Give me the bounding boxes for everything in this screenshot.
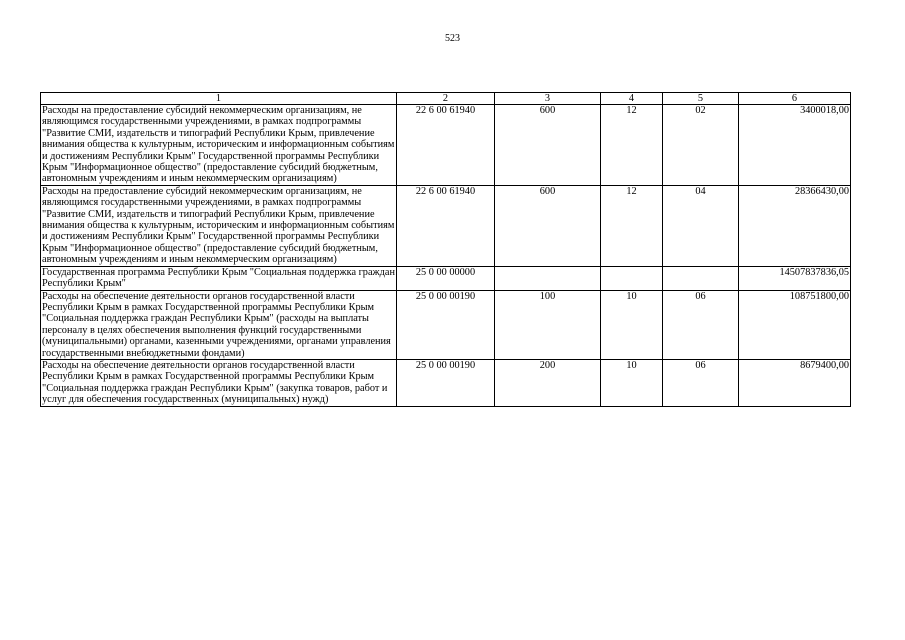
header-row (41, 93, 851, 105)
row-target-code: 22 6 00 61940 (397, 185, 495, 266)
row-description: Расходы на обеспечение деятельности органов государственной власти Республики Крым в рамках Государственной программы Республики Крым "Социальная поддержка граждан Республики Крым" (расходы на выплаты персоналу в целях обеспечения выполнения функций государственными (муниципальными) органами, казенными учреждениями, органами управления государственными внебюджетными фондами) (41, 290, 397, 359)
column-header-3: 3 (495, 93, 601, 105)
row-amount: 8679400,00 (739, 359, 851, 406)
row-expense-type: 600 (495, 185, 601, 266)
row-expense-type: 600 (495, 105, 601, 186)
row-subsection: 02 (663, 105, 739, 186)
table-row (41, 185, 851, 266)
row-description: Расходы на предоставление субсидий некоммерческим организациям, не являющимся государственными учреждениями, в рамках подпрограммы "Развитие СМИ, издательств и типографий Республики Крым, привлечение внимания общества к культурным, историческим и информационным событиям и достижениям Республики Крым" Государственной программы Республики Крым "Информационное общество" (предоставление субсидий бюджетным, автономным учреждениям и иным некоммерческим организациям) (41, 105, 397, 186)
column-header-2: 2 (397, 93, 495, 105)
row-subsection: 06 (663, 290, 739, 359)
column-header-6: 6 (739, 93, 851, 105)
row-section (601, 266, 663, 290)
row-section: 10 (601, 359, 663, 406)
row-target-code: 25 0 00 00000 (397, 266, 495, 290)
row-expense-type (495, 266, 601, 290)
table-row (41, 105, 851, 186)
table-row (41, 359, 851, 406)
row-description: Расходы на обеспечение деятельности органов государственной власти Республики Крым в рамках Государственной программы Республики Крым "Социальная поддержка граждан Республики Крым" (закупка товаров, работ и услуг для обеспечения государственных (муниципальных) нужд) (41, 359, 397, 406)
row-expense-type: 100 (495, 290, 601, 359)
table-row (41, 266, 851, 290)
column-header-5: 5 (663, 93, 739, 105)
row-section: 12 (601, 185, 663, 266)
budget-table (40, 92, 851, 407)
row-amount: 14507837836,05 (739, 266, 851, 290)
row-subsection: 04 (663, 185, 739, 266)
row-amount: 28366430,00 (739, 185, 851, 266)
row-section: 10 (601, 290, 663, 359)
row-expense-type: 200 (495, 359, 601, 406)
row-description: Государственная программа Республики Крым "Социальная поддержка граждан Республики Крым" (42, 266, 395, 290)
row-subsection (663, 266, 739, 290)
row-target-code: 25 0 00 00190 (397, 290, 495, 359)
row-section: 12 (601, 105, 663, 186)
column-header-4: 4 (601, 93, 663, 105)
row-subsection: 06 (663, 359, 739, 406)
row-target-code: 22 6 00 61940 (397, 105, 495, 186)
row-target-code: 25 0 00 00190 (397, 359, 495, 406)
row-amount: 108751800,00 (739, 290, 851, 359)
row-description: Расходы на предоставление субсидий некоммерческим организациям, не являющимся государственными учреждениями, в рамках подпрограммы "Развитие СМИ, издательств и типографий Республики Крым, привлечение внимания общества к культурным, историческим и информационным событиям и достижениям Республики Крым" Государственной программы Республики Крым "Информационное общество" (предоставление субсидий бюджетным, автономным учреждениям и иным некоммерческим организациям) (41, 185, 397, 266)
page-number: 523 (445, 33, 460, 44)
row-amount: 3400018,00 (739, 105, 851, 186)
column-header-1: 1 (41, 93, 397, 105)
table-row (41, 290, 851, 359)
